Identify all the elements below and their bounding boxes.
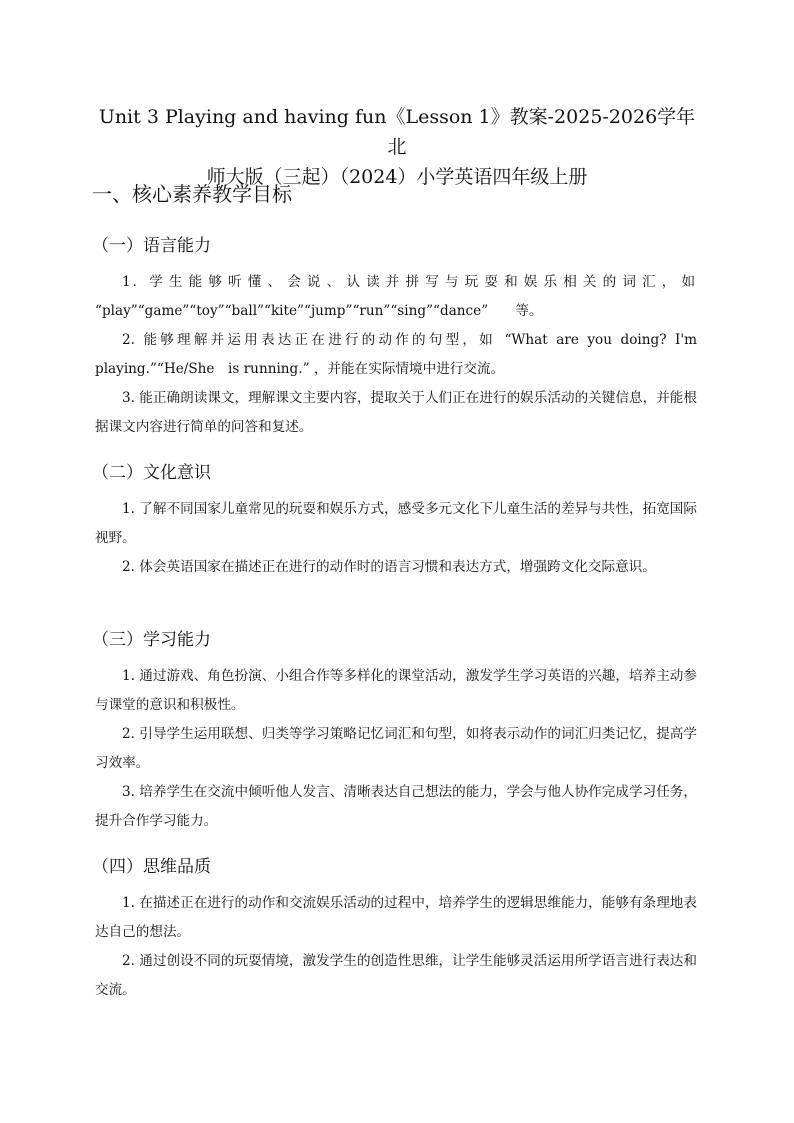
subheading-language-ability: （一）语言能力 bbox=[92, 236, 211, 256]
paragraph-line: playing.”“He/She is running.” ，并能在实际情境中进行交流。 bbox=[95, 361, 505, 377]
paragraph-thinking-2: 2. 通过创设不同的玩耍情境，激发学生的创造性思维，让学生能够灵活运用所学语言进行表达和交流。 bbox=[95, 953, 697, 998]
paragraph-line: 2. 能够理解并运用表达正在进行的动作的句型，如 “What are you doing? I'm bbox=[122, 332, 697, 348]
subheading-cultural-awareness: （二）文化意识 bbox=[92, 463, 211, 483]
subheading-learning-ability: （三）学习能力 bbox=[92, 630, 211, 650]
paragraph-thinking-1: 1. 在描述正在进行的动作和交流娱乐活动的过程中，培养学生的逻辑思维能力，能够有条理地表达自己的想法。 bbox=[95, 895, 697, 940]
paragraph-language-3: 3. 能正确朗读课文，理解课文主要内容，提取关于人们正在进行的娱乐活动的关键信息，并能根据课文内容进行简单的问答和复述。 bbox=[95, 390, 697, 435]
paragraph-learning-3: 3. 培养学生在交流中倾听他人发言、清晰表达自己想法的能力，学会与他人协作完成学习任务，提升合作学习能力。 bbox=[95, 784, 697, 829]
paragraph-line: 1. 学生能够听懂、会说、认读并拼写与玩耍和娱乐相关的词汇，如 bbox=[122, 274, 697, 290]
subheading-thinking-quality: （四）思维品质 bbox=[92, 857, 211, 877]
paragraph-learning-1: 1. 通过游戏、角色扮演、小组合作等多样化的课堂活动，激发学生学习英语的兴趣，培养主动参与课堂的意识和积极性。 bbox=[95, 668, 697, 713]
paragraph-line: “play”“game”“toy”“ball”“kite”“jump”“run”“sing”“dance” 等。 bbox=[95, 303, 543, 319]
paragraph-culture-1: 1. 了解不同国家儿童常见的玩耍和娱乐方式，感受多元文化下儿童生活的差异与共性，拓宽国际视野。 bbox=[95, 501, 697, 546]
paragraph-language-2 bbox=[95, 326, 697, 384]
title-line-2: 师大版（三起）（2024）小学英语四年级上册 bbox=[206, 166, 588, 188]
paragraph-culture-2: 2. 体会英语国家在描述正在进行的动作时的语言习惯和表达方式，增强跨文化交际意识。 bbox=[122, 559, 656, 575]
paragraph-learning-2: 2. 引导学生运用联想、归类等学习策略记忆词汇和句型，如将表示动作的词汇归类记忆，提高学习效率。 bbox=[95, 726, 697, 771]
title-line-1: Unit 3 Playing and having fun《Lesson 1》教案-2025-2026学年北 bbox=[98, 106, 696, 158]
section-heading-core-goals: 一、核心素养教学目标 bbox=[92, 182, 292, 206]
paragraph-language-1 bbox=[95, 268, 697, 326]
